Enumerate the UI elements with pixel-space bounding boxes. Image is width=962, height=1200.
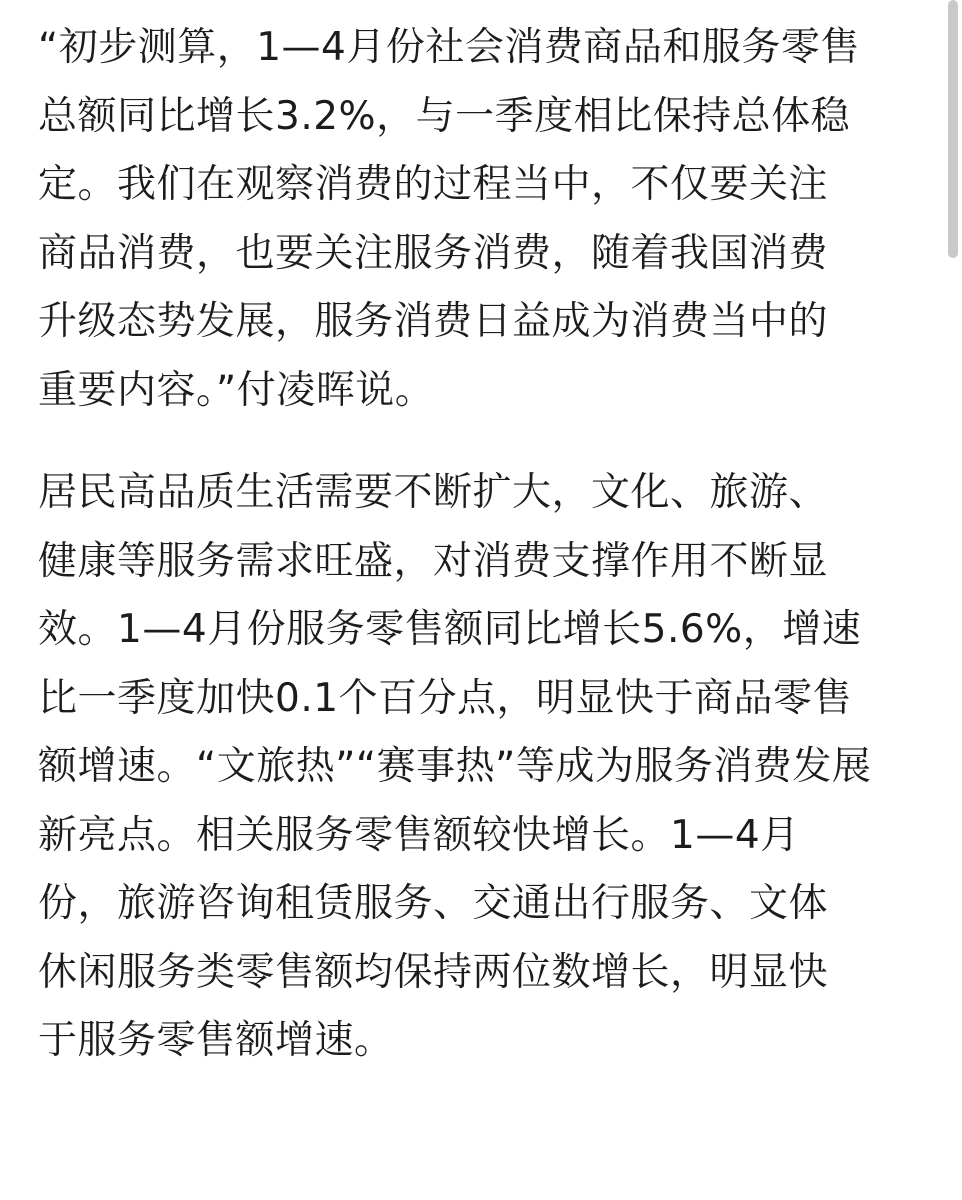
paragraph-line: 健康等服务需求旺盛，对消费支撑作用不断显 bbox=[38, 538, 829, 584]
paragraph-line: 重要内容。”付凌晖说。 bbox=[38, 367, 435, 413]
paragraph-line: 效。1—4月份服务零售额同比增长5.6%，增速 bbox=[38, 607, 862, 652]
paragraph-2 bbox=[38, 459, 928, 1076]
paragraph-line: 比一季度加快0.1个百分点，明显快于商品零售 bbox=[38, 675, 853, 721]
paragraph-line: 总额同比增长3.2%，与一季度相比保持总体稳 bbox=[38, 93, 851, 139]
scrollbar-thumb[interactable] bbox=[948, 0, 958, 258]
paragraph-line: 居民高品质生活需要不断扩大，文化、旅游、 bbox=[38, 470, 829, 515]
paragraph-1 bbox=[38, 14, 928, 425]
article-body bbox=[38, 14, 928, 1076]
paragraph-line: “初步测算，1—4月份社会消费商品和服务零售 bbox=[38, 25, 860, 70]
paragraph-line: 定。我们在观察消费的过程当中，不仅要关注 bbox=[38, 162, 829, 207]
paragraph-line: 休闲服务类零售额均保持两位数增长，明显快 bbox=[38, 949, 829, 995]
paragraph-line: 新亮点。相关服务零售额较快增长。1—4月 bbox=[38, 812, 800, 858]
paragraph-line: 商品消费，也要关注服务消费，随着我国消费 bbox=[38, 230, 829, 276]
paragraph-line: 份，旅游咨询租赁服务、交通出行服务、文体 bbox=[38, 881, 829, 926]
paragraph-line: 于服务零售额增速。 bbox=[38, 1018, 394, 1063]
paragraph-line: 额增速。“文旅热”“赛事热”等成为服务消费发展 bbox=[38, 744, 872, 789]
paragraph-line: 升级态势发展，服务消费日益成为消费当中的 bbox=[38, 299, 829, 344]
